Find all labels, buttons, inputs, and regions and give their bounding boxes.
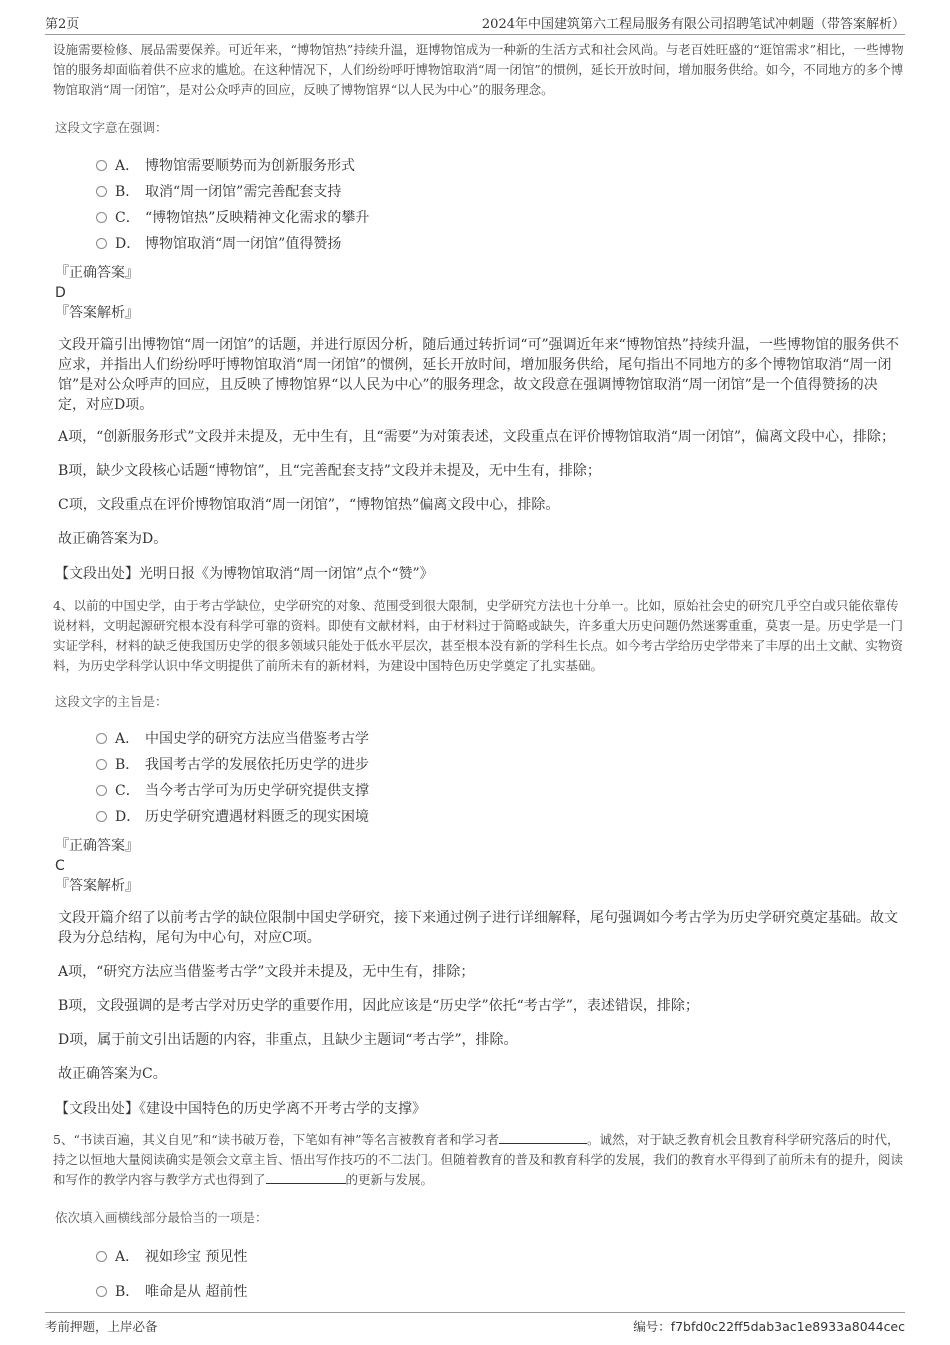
- q5-prompt: 依次填入画横线部分最恰当的一项是：: [55, 1210, 268, 1225]
- q3-options: [55, 153, 905, 257]
- q4-source: 【文段出处】《建设中国特色的历史学离不开考古学的支撑》: [55, 1101, 426, 1117]
- document-body: [55, 40, 905, 1305]
- radio-icon[interactable]: [96, 212, 107, 223]
- radio-icon[interactable]: [96, 811, 107, 822]
- q4-passage: 4、以前的中国史学，由于考古学缺位，史学研究的对象、范围受到很大限制，史学研究方法也十分单一。比如，原始社会史的研究几乎空白或只能依靠传说材料，文明起源研究根本没有科学可靠的资料。即使有文献材料，由于材料过于简略或缺失，许多重大历史问题仍然迷雾重重，莫衷一是。历史学是一门实证学科，材料的缺乏使我国历史学的很多领域只能处于低水平层次，甚至根本没有新的学科生长点。如今考古学给历史学带来了丰厚的出土文献、实物资料，为历史学科学认识中华文明提供了前所未有的新材料，为建设中国特色历史学奠定了扎实基础。: [53, 598, 904, 673]
- q3-option-b[interactable]: B． 取消“周一闭馆”需完善配套支持: [55, 179, 905, 205]
- q4-prompt: 这段文字的主旨是：: [55, 694, 168, 709]
- q4-option-b[interactable]: B． 我国考古学的发展依托历史学的进步: [55, 752, 905, 778]
- page-number: 第2页: [45, 17, 80, 32]
- radio-icon[interactable]: [96, 1251, 107, 1262]
- q5-passage: 5、“书读百遍，其义自见”和“读书破万卷，下笔如有神”等名言被教育者和学习者 。诚然，对于缺乏教育机会且教育科学研究落后的时代，持之以恒地大量阅读确实是领会文章主旨、悟出写作技巧的不二法门。但随着教育的普及和教育科学的发展，我们的教育水平得到了前所未有的提升，阅读和写作的教学内容与教学方式也得到了 的更新与发展。: [53, 1132, 904, 1187]
- q3-analysis-tag: 『答案解析』: [55, 305, 139, 321]
- q4-analysis-a: A项，“研究方法应当借鉴考古学”文段并未提及，无中生有，排除；: [58, 964, 475, 980]
- q3-option-d[interactable]: D． 博物馆取消“周一闭馆”值得赞扬: [55, 231, 905, 257]
- q4-analysis-main: 文段开篇介绍了以前考古学的缺位限制中国史学研究，接下来通过例子进行详细解释，尾句强调如今考古学为历史学研究奠定基础。故文段为分总结构，尾句为中心句，对应C项。: [58, 910, 898, 946]
- radio-icon[interactable]: [96, 733, 107, 744]
- q4-analysis-d: D项，属于前文引出话题的内容，非重点，且缺少主题词“考古学”，排除。: [58, 1032, 518, 1048]
- document-code: 编号：f7bfd0c22ff5dab3ac1e8933a8044cec: [633, 1319, 905, 1334]
- radio-icon[interactable]: [96, 1286, 107, 1297]
- q3-analysis-a: A项，“创新服务形式”文段并未提及，无中生有，且“需要”为对策表述，文段重点在评价博物馆取消“周一闭馆”，偏离文段中心，排除；: [58, 429, 896, 445]
- q5-option-b[interactable]: B． 唯命是从 超前性: [55, 1279, 905, 1305]
- page-footer: [45, 1312, 905, 1335]
- q5-option-a[interactable]: A． 视如珍宝 预见性: [55, 1244, 905, 1279]
- q4-options: [55, 726, 905, 830]
- q3-analysis-main: 文段开篇引出博物馆“周一闭馆”的话题，并进行原因分析，随后通过转折词“可”强调近年来“博物馆热”持续升温，一些博物馆的服务供不应求，并指出人们纷纷呼吁博物馆取消“周一闭馆”的惯例，延长开放时间，增加服务供给，尾句指出不同地方的多个博物馆取消“周一闭馆”是对公众呼声的回应，且反映了博物馆界“以人民为中心”的服务理念，故文段意在强调博物馆取消“周一闭馆”是一个值得赞扬的决定，对应D项。: [58, 337, 899, 413]
- q5-options: [55, 1244, 905, 1305]
- q3-analysis-b: B项，缺少文段核心话题“博物馆”，且“完善配套支持”文段并未提及，无中生有，排除；: [58, 463, 601, 479]
- q3-analysis-c: C项，文段重点在评价博物馆取消“周一闭馆”，“博物馆热”偏离文段中心，排除。: [58, 497, 560, 513]
- q4-answer: C: [55, 858, 65, 874]
- radio-icon[interactable]: [96, 759, 107, 770]
- fill-blank-1: [499, 1131, 587, 1144]
- radio-icon[interactable]: [96, 186, 107, 197]
- fill-blank-2: [266, 1171, 346, 1184]
- radio-icon[interactable]: [96, 160, 107, 171]
- q4-option-d[interactable]: D． 历史学研究遭遇材料匮乏的现实困境: [55, 804, 905, 830]
- q4-option-a[interactable]: A． 中国史学的研究方法应当借鉴考古学: [55, 726, 905, 752]
- q4-option-c[interactable]: C． 当今考古学可为历史学研究提供支撑: [55, 778, 905, 804]
- q3-option-a[interactable]: A． 博物馆需要顺势而为创新服务形式: [55, 153, 905, 179]
- q3-prompt: 这段文字意在强调：: [55, 120, 168, 135]
- q4-analysis-conclusion: 故正确答案为C。: [58, 1066, 167, 1082]
- page-header: [45, 10, 905, 35]
- q3-analysis-conclusion: 故正确答案为D。: [58, 531, 168, 547]
- q3-option-c[interactable]: C． “博物馆热”反映精神文化需求的攀升: [55, 205, 905, 231]
- q4-analysis-b: B项，文段强调的是考古学对历史学的重要作用，因此应该是“历史学”依托“考古学”，表述错误，排除；: [58, 998, 699, 1014]
- radio-icon[interactable]: [96, 785, 107, 796]
- q4-analysis-tag: 『答案解析』: [55, 878, 139, 894]
- q3-passage: 设施需要检修、展品需要保养。可近年来，“博物馆热”持续升温，逛博物馆成为一种新的生活方式和社会风尚。与老百姓旺盛的“逛馆需求”相比，一些博物馆的服务却面临着供不应求的尴尬。在这种情况下，人们纷纷呼吁博物馆取消“周一闭馆”的惯例，延长开放时间，增加服务供给。如今，不同地方的多个博物馆取消“周一闭馆”，是对公众呼声的回应，反映了博物馆界“以人民为中心”的服务理念。: [53, 42, 904, 97]
- footer-slogan: 考前押题，上岸必备: [45, 1319, 158, 1334]
- q3-source: 【文段出处】光明日报《为博物馆取消“周一闭馆”点个“赞”》: [55, 566, 434, 582]
- document-title: 2024年中国建筑第六工程局服务有限公司招聘笔试冲刺题（带答案解析）: [481, 17, 905, 32]
- q3-answer: D: [55, 285, 66, 301]
- q3-answer-tag: 『正确答案』: [55, 265, 139, 281]
- radio-icon[interactable]: [96, 238, 107, 249]
- q4-answer-tag: 『正确答案』: [55, 838, 139, 854]
